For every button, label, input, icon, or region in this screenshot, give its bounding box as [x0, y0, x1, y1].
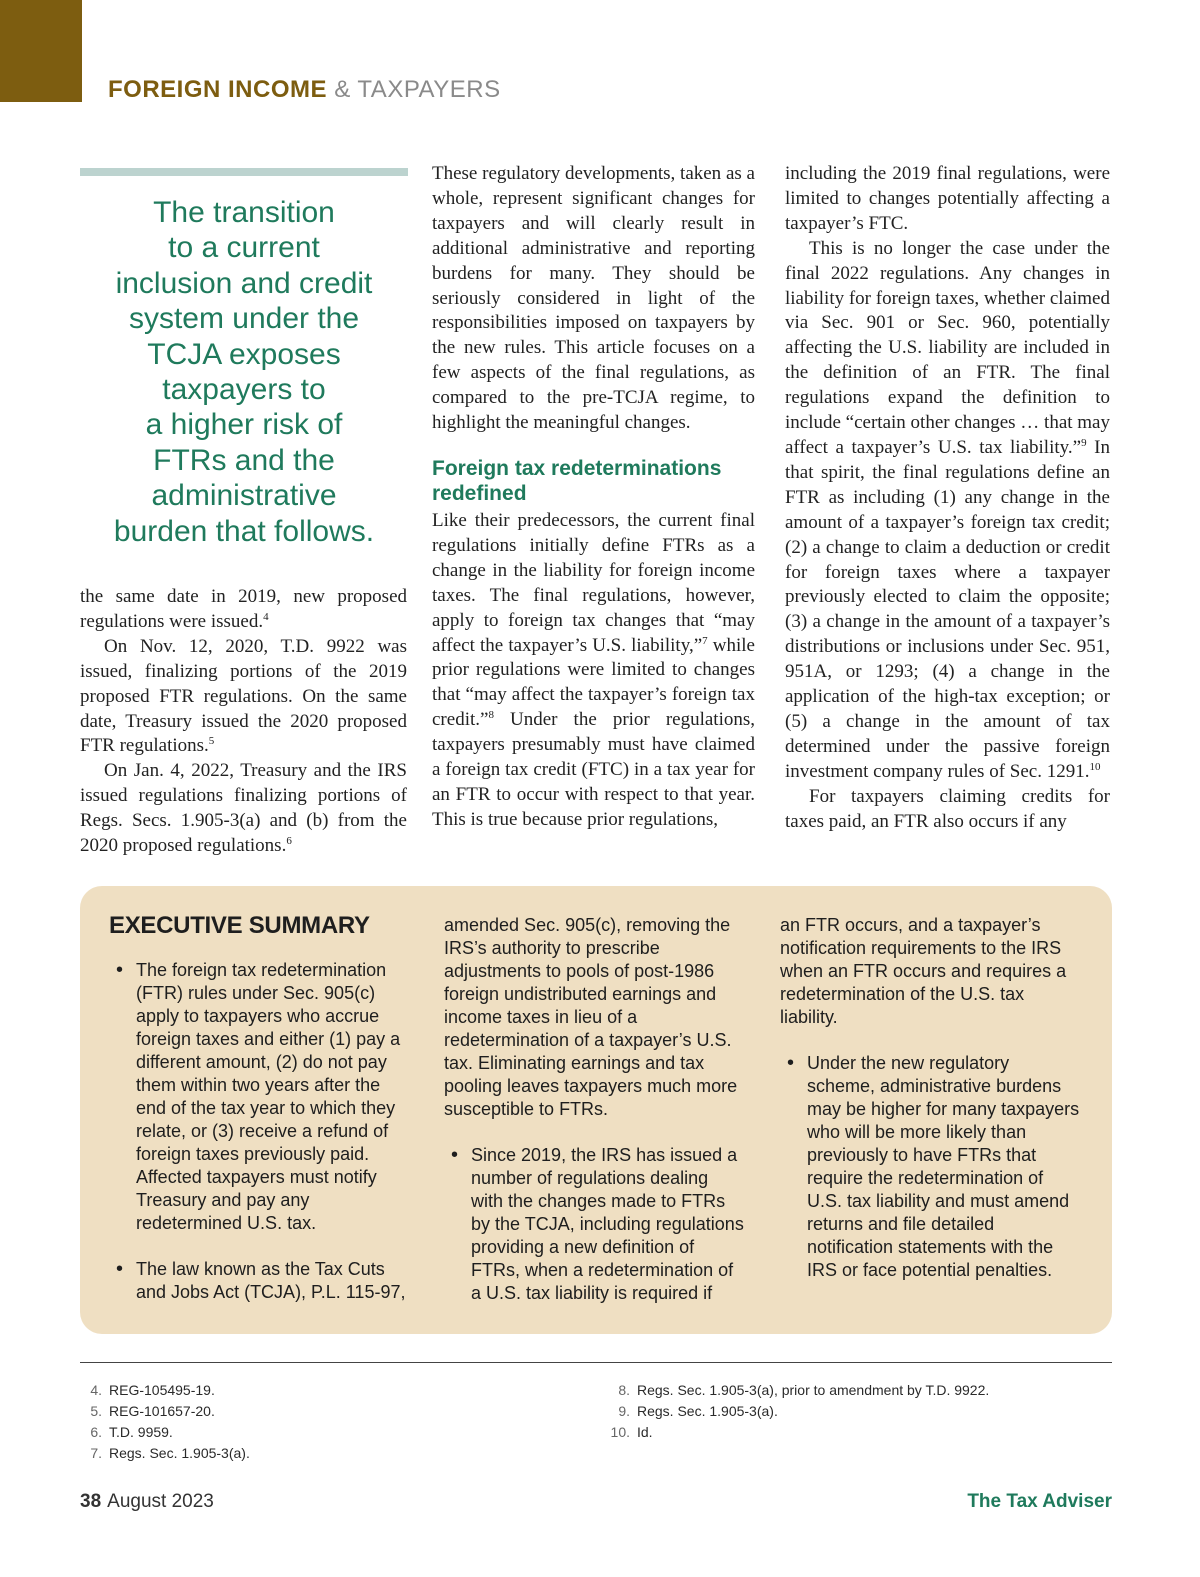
- executive-summary-box: [80, 886, 1112, 1334]
- pull-quote-line: TCJA exposes: [147, 337, 341, 371]
- paragraph: [785, 785, 1110, 835]
- paragraph-text: Like their predecessors, the current final regulations initially define FTRs as a change in the liability for foreign income taxes. The final regulations, however, apply to foreign tax changes that “may affect the taxpayer’s U.S. liability,”: [432, 509, 755, 656]
- paragraph-text: Under the prior regulations, taxpayers presumably must have claimed a foreign tax credit (FTC) in a tax year for an FTR to occur with respect to that year. This is true because prior regulations,: [432, 709, 755, 830]
- footnote-ref: 6: [286, 835, 292, 848]
- footnotes-right: [608, 1380, 989, 1443]
- summary-bullet: • Since 2019, the IRS has issued a number of regulations dealing with the changes made to FTRs by the TCJA, including regulations providing a new definition of FTRs, when a redetermination of a U.S. tax liability is required if: [444, 1144, 744, 1305]
- summary-bullet: • The law known as the Tax Cuts and Jobs Act (TCJA), P.L. 115-97,: [109, 1258, 409, 1304]
- footnote-ref: 9: [1081, 436, 1087, 449]
- footnote-text: Regs. Sec. 1.905-3(a).: [109, 1445, 250, 1461]
- section-header-light: & TAXPAYERS: [334, 76, 501, 103]
- pull-quote-line: burden that follows.: [113, 514, 375, 548]
- footnote-number: 9.: [618, 1403, 630, 1419]
- footnote-text: Id.: [637, 1424, 653, 1440]
- pull-quote-line: a higher risk of: [145, 408, 343, 442]
- executive-summary-column-3: [780, 914, 1080, 1305]
- body-column-2: [432, 162, 755, 833]
- footnote-ref: 4: [263, 610, 269, 623]
- body-column-3: [785, 162, 1110, 834]
- footnote-number: 7.: [90, 1445, 102, 1461]
- footnote-text: Regs. Sec. 1.905-3(a).: [637, 1403, 778, 1419]
- footnote-number: 10.: [610, 1424, 630, 1440]
- paragraph-text: These regulatory developments, taken as a whole, represent significant changes for taxpayers and will clearly result in additional administrative and reporting burdens for many. They should be seriously considered in light of the responsibilities imposed on taxpayers by the new rules. This article focuses on a few aspects of the final regulations, as compared to the pre-TCJA regime, to highlight the meaningful changes.: [432, 163, 755, 434]
- paragraph: [80, 759, 407, 859]
- pull-quote-line: system under the: [128, 302, 360, 336]
- footnote-ref: 7: [702, 634, 708, 647]
- paragraph-text: including the 2019 final regulations, were limited to changes potentially affecting a taxpayer’s FTC.: [785, 163, 1110, 234]
- footnote-divider: [80, 1362, 1112, 1363]
- footnote-ref: 5: [208, 735, 215, 748]
- pull-quote-line: FTRs and the: [153, 443, 335, 477]
- footnote-text: REG-105495-19.: [109, 1382, 215, 1398]
- pull-quote-line: The transition: [153, 196, 335, 229]
- paragraph-text: the same date in 2019, new proposed regulations were issued.: [80, 586, 407, 632]
- footnote-text: REG-101657-20.: [109, 1403, 215, 1419]
- page-folio: [80, 1491, 214, 1513]
- footnote: [80, 1422, 250, 1443]
- paragraph: [80, 635, 407, 760]
- paragraph-text: On Nov. 12, 2020, T.D. 9922 was issued, finalizing portions of the 2019 proposed FTR regulations. On the same date, Treasury issued the 2020 proposed FTR regulations.: [80, 635, 407, 757]
- paragraph: [785, 162, 1110, 237]
- footnote: [80, 1380, 250, 1401]
- footnote-number: 5.: [90, 1403, 102, 1419]
- footnote-text: T.D. 9959.: [109, 1424, 173, 1440]
- footnote-ref: 8: [488, 709, 494, 722]
- footnote: [608, 1401, 989, 1422]
- pull-quote-line: administrative: [151, 479, 337, 513]
- footnote-number: 8.: [618, 1382, 630, 1398]
- paragraph: [80, 585, 407, 635]
- footnote: [80, 1443, 250, 1464]
- section-header: [108, 76, 501, 104]
- summary-bullet: • The foreign tax redetermination (FTR) rules under Sec. 905(c) apply to taxpayers who accrue foreign taxes and either (1) pay a different amount, (2) do not pay them within two years after the end of the tax year to which they relate, or (3) receive a refund of foreign taxes previously paid. Affected taxpayers must notify Treasury and pay any redetermined U.S. tax.: [109, 959, 409, 1235]
- footnotes-left: [80, 1380, 250, 1464]
- body-column-1: [80, 585, 407, 859]
- paragraph: [785, 237, 1110, 785]
- pull-quote-rule: [80, 168, 408, 176]
- pull-quote-line: to a current: [168, 231, 320, 265]
- summary-bullet-continued: an FTR occurs, and a taxpayer’s notification requirements to the IRS when an FTR occurs and requires a redetermination of the U.S. tax liability.: [780, 915, 1067, 1027]
- paragraph-text: For taxpayers claiming credits for taxes paid, an FTR also occurs if any: [785, 785, 1110, 832]
- summary-bullet: • Under the new regulatory scheme, administrative burdens may be higher for many taxpayers who will be more likely than previously to have FTRs that require the redetermination of U.S. tax liability and must amend returns and file detailed notification statements with the IRS or face potential penalties.: [780, 1052, 1080, 1282]
- subheading: Foreign tax redeterminations redefined: [432, 456, 722, 505]
- pull-quote: [80, 195, 408, 549]
- paragraph-text: In that spirit, the final regulations define an FTR as including (1) any change in the amount of a taxpayer’s foreign tax credit; (2) a change to claim a deduction or credit for foreign taxes where a taxpayer previously elected to claim the opposite; (3) a change in the amount of a taxpayer’s distributions or inclusions under Sec. 951, 951A, or 1293; (4) a change in the application of the high-tax exception; or (5) a change in the amount of tax determined under the passive foreign investment company rules of Sec. 1291.: [785, 436, 1110, 782]
- footnote-number: 6.: [90, 1424, 102, 1440]
- journal-title: The Tax Adviser: [967, 1491, 1112, 1512]
- paragraph: [432, 509, 755, 833]
- footnote-ref: 10: [1089, 760, 1101, 773]
- executive-summary-column-1: [109, 959, 409, 1327]
- footnote-number: 4.: [90, 1382, 102, 1398]
- page-number: 38: [80, 1491, 102, 1512]
- paragraph-text: On Jan. 4, 2022, Treasury and the IRS issued regulations finalizing portions of Regs. Secs. 1.905-3(a) and (b) from the 2020 proposed regulations.: [80, 760, 407, 857]
- pull-quote-line: taxpayers to: [162, 373, 326, 407]
- footnote: [608, 1422, 989, 1443]
- footnote-text: Regs. Sec. 1.905-3(a), prior to amendment by T.D. 9922.: [637, 1382, 990, 1398]
- paragraph-text: This is no longer the case under the final 2022 regulations. Any changes in liability for foreign taxes, whether claimed via Sec. 901 or Sec. 960, potentially affecting the U.S. liability are included in the definition of an FTR. The final regulations expand the definition to include “certain other changes … that may affect a taxpayer’s U.S. tax liability.”: [785, 237, 1110, 458]
- footnote: [608, 1380, 989, 1401]
- corner-color-block: [0, 0, 82, 102]
- paragraph: [432, 162, 755, 436]
- summary-bullet-continued: amended Sec. 905(c), removing the IRS’s authority to prescribe adjustments to pools of post-1986 foreign undistributed earnings and income taxes in lieu of a redetermination of a taxpayer’s U.S. tax. Eliminating earnings and tax pooling leaves taxpayers much more susceptible to FTRs.: [444, 915, 738, 1119]
- pull-quote-line: inclusion and credit: [115, 266, 373, 300]
- paragraph-text: while prior regulations were limited to changes that “may affect the taxpayer’s foreign tax credit.”: [432, 634, 755, 731]
- section-header-bold: FOREIGN INCOME: [108, 76, 328, 103]
- issue-date: August 2023: [107, 1491, 214, 1512]
- executive-summary-title: EXECUTIVE SUMMARY: [109, 912, 370, 939]
- footnote: [80, 1401, 250, 1422]
- executive-summary-column-2: [444, 914, 744, 1328]
